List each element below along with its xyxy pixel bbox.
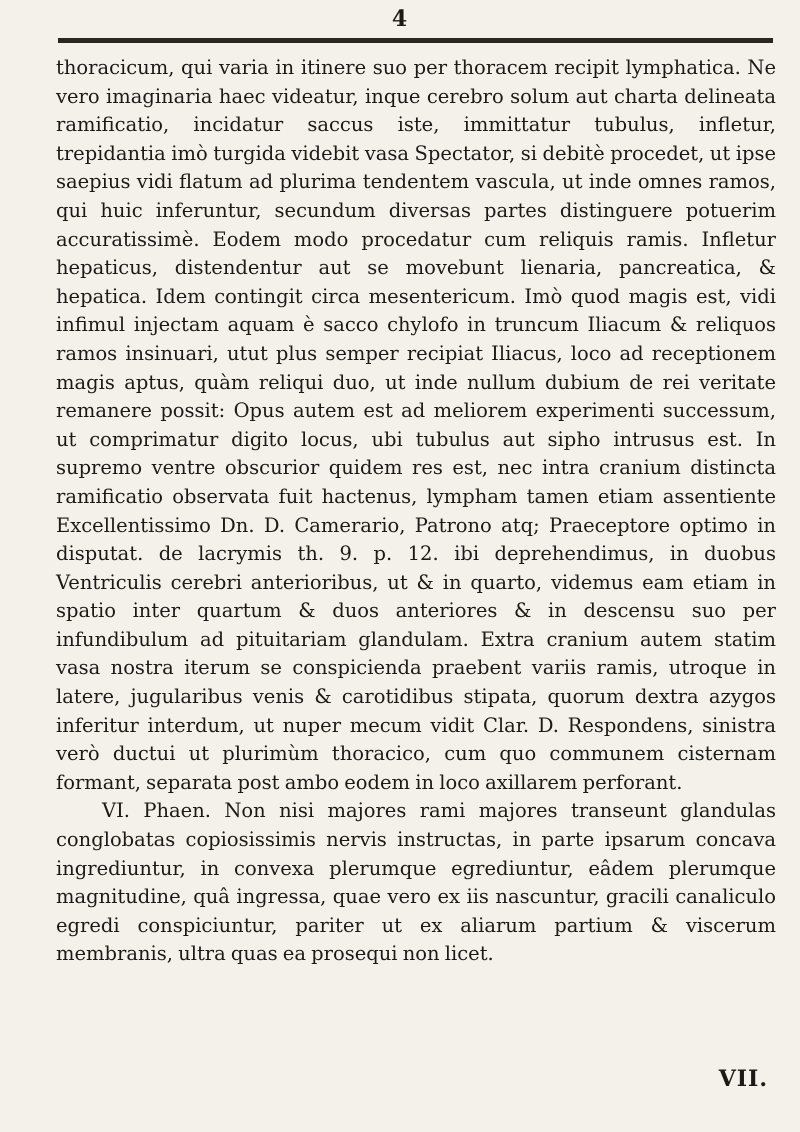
body-text [56, 54, 776, 969]
header-rule [58, 38, 773, 43]
catchword: VII. [718, 1066, 768, 1092]
page-number: 4 [391, 6, 409, 32]
paragraph-continuation: thoracicum, qui varia in itinere suo per thoracem recipit lymphatica. Ne vero imaginaria haec videatur, inque cerebro solum aut charta delineata ramificatio, incidatur saccus iste, immittatur tubulus, infletur, trepidantia imò turgida videbit vasa Spectator, si debitè procedet, ut ipse saepius vidi flatum ad plurima tendentem vascula, ut inde omnes ramos, qui huic inferuntur, secundum diversas partes distinguere potuerim accuratissimè. Eodem modo procedatur cum reliquis ramis. Infletur hepaticus, distendentur aut se movebunt lienaria, pancreatica, & hepatica. Idem contingit circa mesentericum. Imò quod magis est, vidi infimul injectam aquam è sacco chylofo in truncum Iliacum & reliquos ramos insinuari, utut plus semper recipiat Iliacus, loco ad receptionem magis aptus, quàm reliqui duo, ut inde nullum dubium de rei veritate remanere possit: Opus autem est ad meliorem experimenti successum, ut comprimatur digito locus, ubi tubulus aut sipho intrusus est. In supremo ventre obscurior quidem res est, nec intra cranium distincta ramificatio observata fuit hactenus, lympham tamen etiam assentiente Excellentissimo Dn. D. Camerario, Patrono atq; Praeceptore optimo in disputat. de lacrymis th. 9. p. 12. ibi deprehendimus, in duobus Ventriculis cerebri anterioribus, ut & in quarto, videmus eam etiam in spatio inter quartum & duos anteriores & in descensu suo per infundibulum ad pituitariam glandulam. Extra cranium autem statim vasa nostra iterum se conspicienda praebent variis ramis, utroque in latere, jugularibus venis & carotidibus stipata, quorum dextra azygos inferitur interdum, ut nuper mecum vidit Clar. D. Respondens, sinistra verò ductui ut plurimùm thoracico, cum quo communem cisternam formant, separata post ambo eodem in loco axillarem perforant. [56, 56, 776, 794]
paragraph-section-vi: VI. Phaen. Non nisi majores rami majores transeunt glandulas conglobatas copiosissimis nervis instructas, in parte ipsarum concava ingrediuntur, in convexa plerumque egrediuntur, eâdem plerumque magnitudine, quâ ingressa, quae vero ex iis nascuntur, gracili canaliculo egredi conspiciuntur, pariter ut ex aliarum partium & viscerum membranis, ultra quas ea prosequi non licet. [56, 799, 776, 966]
